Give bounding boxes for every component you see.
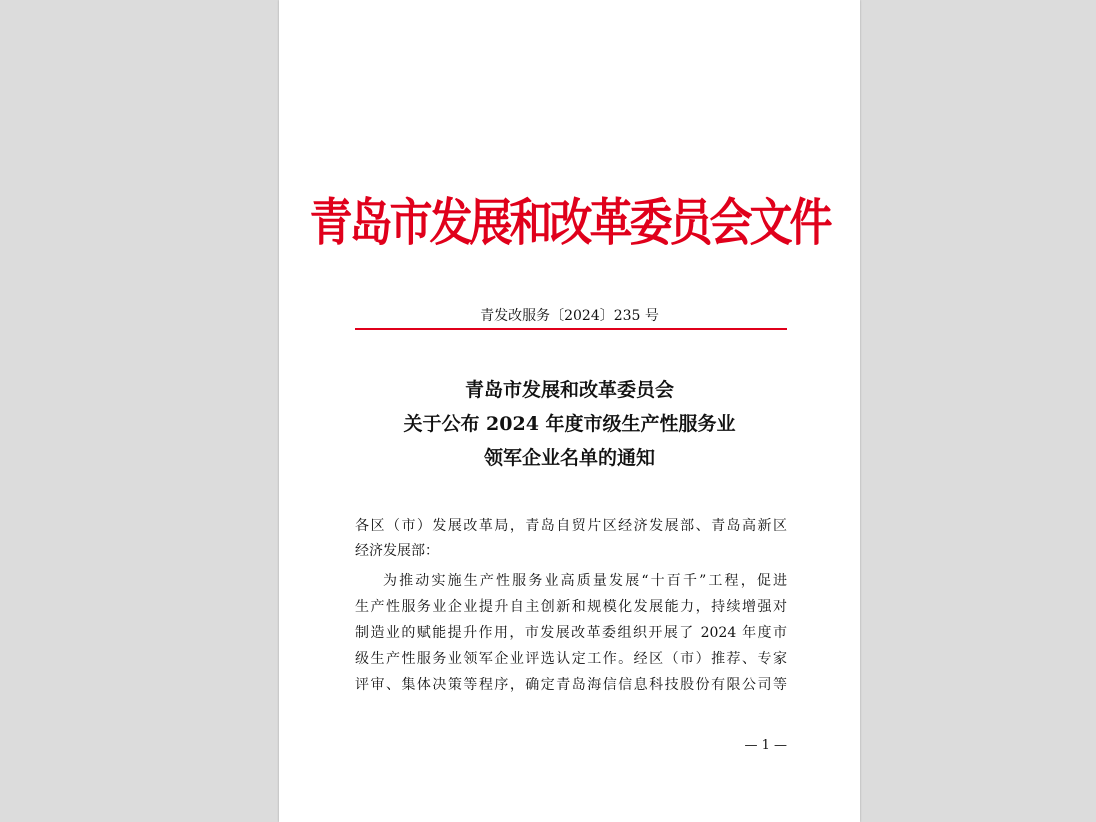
title-line: 青岛市发展和改革委员会	[464, 379, 674, 401]
title-line: 关于公布 2024 年度市级生产性服务业	[403, 413, 736, 435]
notice-title	[279, 373, 860, 475]
salutation-line: 经济发展部：	[355, 543, 439, 559]
body-line: 级生产性服务业领军企业评选认定工作。经区（市）推荐、专家	[355, 651, 787, 667]
body-line: 为推动实施生产性服务业高质量发展“十百千”工程，促进	[383, 573, 787, 589]
title-line: 领军企业名单的通知	[483, 447, 655, 469]
document-page	[279, 0, 860, 822]
body-paragraph	[355, 568, 787, 698]
body-line: 制造业的赋能提升作用，市发展改革委组织开展了 2024 年度市	[355, 625, 787, 641]
salutation-line: 各区（市）发展改革局，青岛自贸片区经济发展部、青岛高新区	[355, 518, 787, 534]
salutation	[355, 514, 787, 564]
body-line: 评审、集体决策等程序，确定青岛海信信息科技股份有限公司等	[355, 677, 787, 693]
document-number: 青发改服务〔2024〕235 号	[480, 308, 659, 324]
page-number: — 1 —	[744, 738, 787, 753]
red-separator-line	[355, 328, 787, 330]
masthead-title: 青岛市发展和改革委员会文件	[309, 193, 830, 253]
body-line: 生产性服务业企业提升自主创新和规模化发展能力，持续增强对	[355, 599, 787, 615]
